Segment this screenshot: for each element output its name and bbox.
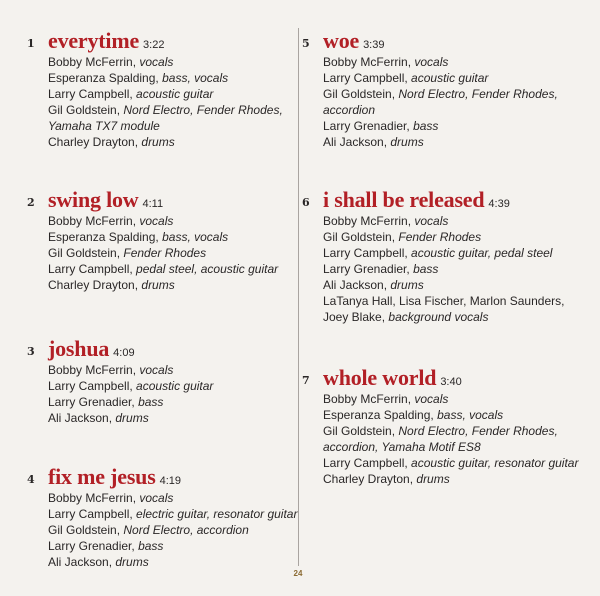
instrument: vocals xyxy=(414,55,449,69)
track-5 xyxy=(302,28,558,150)
performer-name: Larry Campbell, xyxy=(323,71,408,85)
credit-line xyxy=(48,102,283,118)
track-7 xyxy=(302,365,579,487)
instrument: bass xyxy=(413,119,439,133)
track-title-line xyxy=(323,30,558,52)
credit-line xyxy=(323,54,558,70)
performer-name: Ali Jackson, xyxy=(323,278,388,292)
track-2 xyxy=(27,187,279,293)
instrument: Nord Electro, Fender Rhodes, xyxy=(398,424,558,438)
performer-name: Ali Jackson, xyxy=(48,555,113,569)
instrument: bass xyxy=(138,395,164,409)
performer-name: Larry Campbell, xyxy=(48,379,133,393)
instrument: bass xyxy=(138,539,164,553)
track-title-line xyxy=(48,338,213,360)
track-duration: 3:39 xyxy=(363,39,385,51)
track-title: i shall be released xyxy=(323,187,485,212)
credits-list xyxy=(48,490,297,570)
credit-line xyxy=(48,54,283,70)
instrument: bass xyxy=(413,262,439,276)
instrument: Yamaha TX7 module xyxy=(48,119,160,133)
credit-line xyxy=(323,391,578,407)
instrument: pedal steel, acoustic guitar xyxy=(136,262,279,276)
credit-line xyxy=(323,439,578,455)
performer-name: Esperanza Spalding, xyxy=(48,71,159,85)
column-divider xyxy=(298,28,299,566)
credit-line xyxy=(323,471,578,487)
performer-name: Bobby McFerrin, xyxy=(48,491,137,505)
track-duration: 3:22 xyxy=(143,39,165,51)
instrument: vocals xyxy=(414,214,449,228)
instrument: drums xyxy=(390,135,424,149)
performer-name: Bobby McFerrin, xyxy=(48,214,137,228)
instrument: acoustic guitar xyxy=(136,87,214,101)
track-title-line xyxy=(323,367,578,389)
instrument: Fender Rhodes xyxy=(398,230,482,244)
instrument: Fender Rhodes xyxy=(123,246,207,260)
performer-name: Larry Grenadier, xyxy=(323,119,410,133)
credits-list xyxy=(323,54,558,150)
performer-name: Gil Goldstein, xyxy=(48,246,121,260)
track-6 xyxy=(302,187,565,325)
track-duration: 3:40 xyxy=(440,376,462,388)
performer-name: Ali Jackson, xyxy=(323,135,388,149)
performer-name: Larry Campbell, xyxy=(48,507,133,521)
track-3 xyxy=(27,336,214,426)
instrument: drums xyxy=(141,135,175,149)
performer-name: Gil Goldstein, xyxy=(323,424,396,438)
track-duration: 4:11 xyxy=(142,198,164,210)
track-number: 1 xyxy=(27,37,35,50)
instrument: bass, vocals xyxy=(437,408,504,422)
page-number: 24 xyxy=(293,569,303,578)
performer-name: Joey Blake, xyxy=(323,310,386,324)
instrument: vocals xyxy=(139,363,174,377)
instrument: vocals xyxy=(414,392,449,406)
track-duration: 4:09 xyxy=(113,347,135,359)
credit-line xyxy=(323,455,578,471)
instrument: drums xyxy=(416,472,450,486)
credit-line xyxy=(48,522,297,538)
credit-line xyxy=(323,134,558,150)
credit-line xyxy=(48,213,278,229)
track-1 xyxy=(27,28,283,150)
performer-name: Gil Goldstein, xyxy=(48,103,121,117)
track-title: joshua xyxy=(48,336,110,361)
track-number: 6 xyxy=(302,196,310,209)
credit-line xyxy=(48,410,213,426)
instrument: vocals xyxy=(139,214,174,228)
performer-name: Larry Grenadier, xyxy=(48,395,135,409)
track-number: 3 xyxy=(27,345,35,358)
instrument: Nord Electro, Fender Rhodes, xyxy=(123,103,283,117)
instrument: vocals xyxy=(139,55,174,69)
track-number: 2 xyxy=(27,196,35,209)
track-title: swing low xyxy=(48,187,139,212)
credits-list xyxy=(48,213,278,293)
track-title: woe xyxy=(323,28,360,53)
instrument: acoustic guitar xyxy=(136,379,214,393)
track-number: 4 xyxy=(27,473,35,486)
credit-line xyxy=(48,378,213,394)
instrument: drums xyxy=(390,278,424,292)
credit-line xyxy=(48,506,297,522)
instrument: drums xyxy=(141,278,175,292)
performer-name: Gil Goldstein, xyxy=(323,87,396,101)
credit-line xyxy=(323,277,564,293)
track-title: fix me jesus xyxy=(48,464,156,489)
credit-line xyxy=(323,102,558,118)
credit-line xyxy=(48,70,283,86)
credit-line xyxy=(48,362,213,378)
credit-line xyxy=(48,86,283,102)
performer-name: Larry Campbell, xyxy=(323,246,408,260)
credit-line xyxy=(48,134,283,150)
credit-line xyxy=(323,309,564,325)
credits-list xyxy=(323,213,564,325)
credits-list xyxy=(48,54,283,150)
credit-line xyxy=(323,423,578,439)
track-number: 5 xyxy=(302,37,310,50)
performer-name: Bobby McFerrin, xyxy=(48,363,137,377)
credit-line xyxy=(323,213,564,229)
instrument: acoustic guitar xyxy=(411,71,489,85)
credit-line xyxy=(323,245,564,261)
credit-line xyxy=(323,407,578,423)
track-title: everytime xyxy=(48,28,140,53)
track-duration: 4:19 xyxy=(159,475,182,487)
performer-name: Larry Campbell, xyxy=(48,87,133,101)
performer-name: Gil Goldstein, xyxy=(48,523,121,537)
track-title-line xyxy=(323,189,564,211)
instrument: accordion, Yamaha Motif ES8 xyxy=(323,440,481,454)
instrument: drums xyxy=(115,411,149,425)
credit-line xyxy=(48,394,213,410)
credit-line xyxy=(48,554,297,570)
credit-line xyxy=(323,261,564,277)
instrument: electric guitar, resonator guitar xyxy=(136,507,298,521)
credit-line xyxy=(323,86,558,102)
performer-name: Bobby McFerrin, xyxy=(323,392,412,406)
instrument: vocals xyxy=(139,491,174,505)
instrument: Nord Electro, Fender Rhodes, xyxy=(398,87,558,101)
credit-line xyxy=(323,293,564,309)
instrument: background vocals xyxy=(388,310,489,324)
performer-name: Esperanza Spalding, xyxy=(323,408,434,422)
credit-line xyxy=(48,118,283,134)
track-title: whole world xyxy=(323,365,437,390)
credit-line xyxy=(48,538,297,554)
track-4 xyxy=(27,464,298,570)
performer-name: Bobby McFerrin, xyxy=(48,55,137,69)
credit-line xyxy=(48,261,278,277)
credits-list xyxy=(323,391,578,487)
instrument: acoustic guitar, pedal steel xyxy=(411,246,553,260)
performer-name: Larry Campbell, xyxy=(323,456,408,470)
credit-line xyxy=(48,245,278,261)
performer-name: Bobby McFerrin, xyxy=(323,55,412,69)
performer-name: LaTanya Hall, Lisa Fischer, Marlon Saunders, xyxy=(323,294,565,308)
instrument: bass, vocals xyxy=(162,230,229,244)
performer-name: Esperanza Spalding, xyxy=(48,230,159,244)
credit-line xyxy=(48,229,278,245)
performer-name: Charley Drayton, xyxy=(323,472,414,486)
instrument: Nord Electro, accordion xyxy=(123,523,249,537)
performer-name: Ali Jackson, xyxy=(48,411,113,425)
track-number: 7 xyxy=(302,374,310,387)
instrument: accordion xyxy=(323,103,376,117)
track-title-line xyxy=(48,30,283,52)
instrument: bass, vocals xyxy=(162,71,229,85)
instrument: acoustic guitar, resonator guitar xyxy=(411,456,579,470)
credit-line xyxy=(323,70,558,86)
track-duration: 4:39 xyxy=(488,198,510,210)
performer-name: Charley Drayton, xyxy=(48,278,139,292)
credit-line xyxy=(323,229,564,245)
performer-name: Larry Campbell, xyxy=(48,262,133,276)
performer-name: Larry Grenadier, xyxy=(323,262,410,276)
performer-name: Larry Grenadier, xyxy=(48,539,135,553)
track-title-line xyxy=(48,189,278,211)
track-title-line xyxy=(48,466,297,488)
credit-line xyxy=(48,490,297,506)
performer-name: Gil Goldstein, xyxy=(323,230,396,244)
credits-list xyxy=(48,362,213,426)
credit-line xyxy=(323,118,558,134)
credit-line xyxy=(48,277,278,293)
instrument: drums xyxy=(115,555,149,569)
performer-name: Charley Drayton, xyxy=(48,135,139,149)
performer-name: Bobby McFerrin, xyxy=(323,214,412,228)
